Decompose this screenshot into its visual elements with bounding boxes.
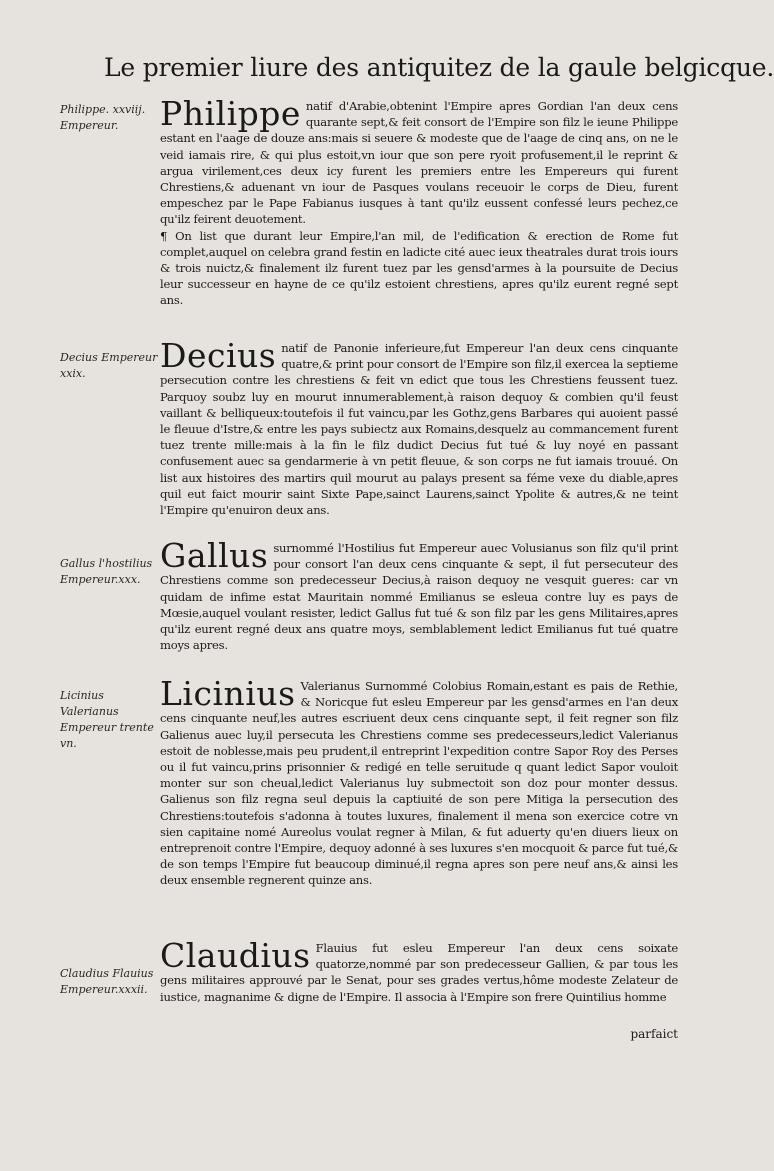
section-body [160, 936, 678, 1005]
section-body [160, 536, 678, 653]
drop-initial: Gallus [160, 536, 269, 575]
margin-note: Licinius Valerianus Empereur trente vn. [60, 689, 154, 750]
section-body [160, 336, 678, 518]
catchword: parfaict [630, 1027, 678, 1041]
drop-initial: Decius [160, 336, 277, 375]
page-header: Le premier liure des antiquitez de la gaule belgicque. [104, 53, 774, 82]
margin-note: Philippe. xxviij. Empereur. [60, 103, 146, 132]
margin-note: Gallus l'hostilius Empereur.xxx. [60, 557, 153, 586]
paragraph-text: natif de Panonie inferieure,fut Empereur l'an deux cens cinquante quatre,& print pour consort de l'Empire son filz,il exercea la septieme persecution contre les chrestiens & feit vn edict que tous les Chrestiens feussent tuez. Parquoy soubz luy en mourut innumerablement,à raison dequoy & combien qu'il feust vaillant & belliqueux:toutefois il fut vaincu,par les Gothz,gens Barbares qui auoient passé le fleuue d'Istre,& entre les pays subiectz aux Romains,desquelz au commancement furent tuez trente mille:mais à la fin le filz dudict Decius fut tué & luy noyé en passant confusement auec sa gendarmerie à vn petit fleuue, & son corps ne fut iamais trouué. On list aux histoires des martirs quil mourut au palays present sa féme vexe du diable,apres quil eut faict mourir saint Sixte Pape,sainct Laurens,sainct Ypolite & autres,& ne teint l'Empire qu'enuiron deux ans. [160, 341, 678, 518]
paragraph-text: surnommé l'Hostilius fut Empereur auec Volusianus son filz qu'il print pour consort l'an deux cens cinquante & sept, il fut persecuteur des Chrestiens comme son predecesseur Decius,à raison dequoy ne vesquit gueres: car vn quidam de infime estat Mauritain nommé Emilianus se esleua contre luy es pays de Mœsie,auquel voulant resister, ledict Gallus fut tué & son filz par les gens Militaires,apres qu'ilz eurent regné deux ans quatre moys, semblablement ledict Emilianus fut tué quatre moys apres. [160, 541, 678, 653]
section-body [160, 94, 678, 309]
drop-initial: Claudius [160, 936, 311, 975]
paragraph-text: Flauius fut esleu Empereur l'an deux cens soixate quatorze,nommé par son predecesseur Gallien, & par tous les gens militaires approuvé par le Senat, pour ses grades vertus,hôme modeste Zelateur de iustice, magnanime & digne de l'Empire. Il associa à l'Empire son frere Quintilius homme [160, 941, 678, 1004]
drop-initial: Philippe [160, 94, 301, 133]
margin-note: Claudius Flauius Empereur.xxxii. [60, 967, 154, 996]
section-body [160, 674, 678, 889]
margin-note: Decius Empereur xxix. [60, 351, 158, 380]
paragraph-text: natif d'Arabie,obtenint l'Empire apres Gordian l'an deux cens quarante sept,& feit consort de l'Empire son filz le ieune Philippe estant en l'aage de douze ans:mais si seuere & modeste que de l'aage de cinq ans, on ne le veid iamais rire, & qui plus estoit,vn iour que son pere ryoit profusement,il le reprint & argua virilement,ces deux icy furent les premiers entre les Empereurs qui furent Chrestiens,& aduenant vn iour de Pasques voulans receuoir le corps de Dieu, furent empeschez par le Pape Fabianus iusques à tant qu'ilz eussent confessé leurs pechez,ce qu'ilz feirent deuotement. [160, 99, 678, 227]
drop-initial: Licinius [160, 674, 296, 713]
paragraph-text: ¶ On list que durant leur Empire,l'an mil, de l'edification & erection de Rome fut complet,auquel on celebra grand festin en ladicte cité auec ieux theatrales durat trois iours & trois nuictz,& finalement ilz furent tuez par les gensd'armes à la poursuite de Decius leur successeur en hayne de ce qu'ilz estoient chrestiens, apres qu'ilz eurent regné sept ans. [160, 228, 678, 308]
paragraph-text: Valerianus Surnommé Colobius Romain,estant es pais de Rethie, & Noricque fut esleu Empereur par les gensd'armes en l'an deux cens cinquante neuf,les autres escriuent deux cens cinquante sept, il feit regner son filz Galienus auec luy,il persecuta les Chrestiens comme ses predecesseurs,ledict Valerianus estoit de noblesse,mais peu prudent,il entreprint l'expedition contre Sapor Roy des Perses ou il fut vaincu,prins prisonnier & redigé en telle seruitude q quant ledict Sapor vouloit monter sur son cheual,ledict Valerianus luy submectoit son doz pour monter dessus. Galienus son filz regna seul depuis la captiuité de son pere Mitiga la persecution des Chrestiens:toutefois s'adonna à toutes luxures, finalement il mena son exercice cotre vn sien capitaine nomé Aureolus voulat regner à Milan, & fut aduerty qu'en diuers lieux on entreprenoit contre l'Empire, dequoy adonné à ses luxures s'en mocquoit & parce fut tué,& de son temps l'Empire fut beaucoup diminué,il regna apres son pere neuf ans,& ainsi les deux ensemble regnerent quinze ans. [160, 679, 678, 888]
